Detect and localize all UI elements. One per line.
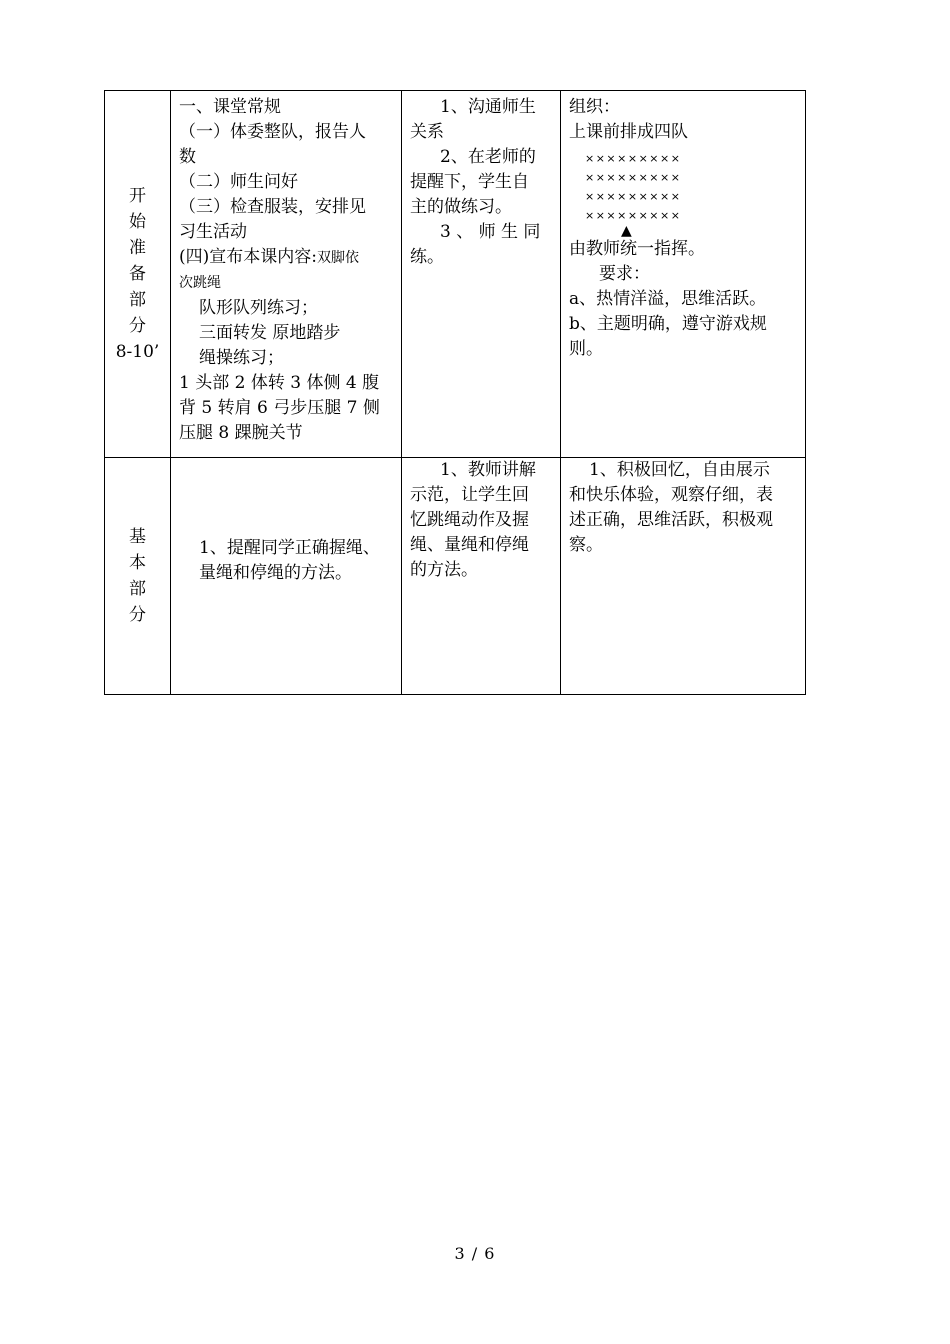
lesson-plan-table <box>104 90 806 695</box>
student-line: 主的做练习。 <box>410 197 512 217</box>
content-line: 三面转发 原地踏步 <box>199 323 341 343</box>
teacher-position-icon: ▲ <box>621 223 632 239</box>
requirement-a: a、热情洋溢，思维活跃。 <box>569 289 767 309</box>
student-line: 忆跳绳动作及握 <box>410 510 529 530</box>
formation-row: ××××××××× <box>585 209 682 222</box>
student-line: 1、沟通师生 <box>440 97 536 117</box>
page-number: 3 / 6 <box>454 1244 496 1263</box>
organization-subtitle: 上课前排成四队 <box>569 122 688 142</box>
section-char: 分 <box>129 605 146 625</box>
student-cell-warmup <box>402 91 561 458</box>
section-char: 开 <box>129 186 146 206</box>
content-line: 1 头部 2 体转 3 体侧 4 腹 <box>179 373 380 393</box>
student-line: 提醒下，学生自 <box>410 172 529 192</box>
section-cell-main <box>105 458 171 695</box>
section-char: 部 <box>129 290 146 310</box>
organization-cell-warmup <box>561 91 806 458</box>
organization-line: 和快乐体验，观察仔细，表 <box>569 485 773 505</box>
organization-title: 组织： <box>569 97 620 117</box>
organization-line: 察。 <box>569 535 603 555</box>
requirement-b: b、主题明确，遵守游戏规 <box>569 314 767 334</box>
section-char: 备 <box>129 264 146 284</box>
student-line: 示范，让学生回 <box>410 485 529 505</box>
student-line: 2、在老师的 <box>440 147 536 167</box>
content-line: （一）体委整队，报告人 <box>179 122 366 142</box>
content-line: 绳操练习； <box>199 348 284 368</box>
organization-line: 1、积极回忆，自由展示 <box>589 460 770 480</box>
formation-diagram <box>569 149 797 225</box>
requirement-b-cont: 则。 <box>569 339 603 359</box>
organization-line: 述正确，思维活跃，积极观 <box>569 510 773 530</box>
organization-cell-main <box>561 458 806 695</box>
content-line: 量绳和停绳的方法。 <box>199 563 352 583</box>
content-line: 一、课堂常规 <box>179 97 281 117</box>
section-char: 本 <box>129 553 146 573</box>
student-line: 1、教师讲解 <box>440 460 536 480</box>
content-line <box>179 245 393 271</box>
section-char: 基 <box>129 527 146 547</box>
section-cell-warmup <box>105 91 171 458</box>
formation-row: ××××××××× <box>585 171 682 184</box>
section-char: 始 <box>129 212 146 232</box>
content-line: 背 5 转肩 6 弓步压腿 7 侧 <box>179 398 380 418</box>
content-line: （二）师生问好 <box>179 172 298 192</box>
content-line: 压腿 8 踝腕关节 <box>179 423 303 443</box>
student-line: 的方法。 <box>410 560 478 580</box>
section-char: 部 <box>129 579 146 599</box>
student-cell-main <box>402 458 561 695</box>
section-char: 准 <box>129 238 146 258</box>
content-cell-main <box>171 458 402 695</box>
student-line: 3 、 师 生 同 <box>440 222 541 242</box>
formation-row: ××××××××× <box>585 190 682 203</box>
section-duration: 8-10’ <box>115 342 160 362</box>
table-row-warmup <box>105 91 806 458</box>
student-line: 关系 <box>410 122 444 142</box>
content-text-small: 双脚依 <box>317 250 359 266</box>
content-text: (四)宣布本课内容: <box>179 247 317 267</box>
organization-command: 由教师统一指挥。 <box>569 239 705 259</box>
student-line: 练。 <box>410 247 444 267</box>
requirements-title: 要求： <box>599 264 650 284</box>
table-row-main <box>105 458 806 695</box>
content-line: 习生活动 <box>179 222 247 242</box>
student-line: 绳、量绳和停绳 <box>410 535 529 555</box>
content-line: 数 <box>179 147 196 167</box>
formation-row: ××××××××× <box>585 152 682 165</box>
content-line: （三）检查服装，安排见 <box>179 197 366 217</box>
section-char: 分 <box>129 316 146 336</box>
content-line: 1、提醒同学正确握绳、 <box>199 538 380 558</box>
content-line: 次跳绳 <box>179 275 221 291</box>
content-cell-warmup <box>171 91 402 458</box>
content-line: 队形队列练习； <box>199 298 318 318</box>
